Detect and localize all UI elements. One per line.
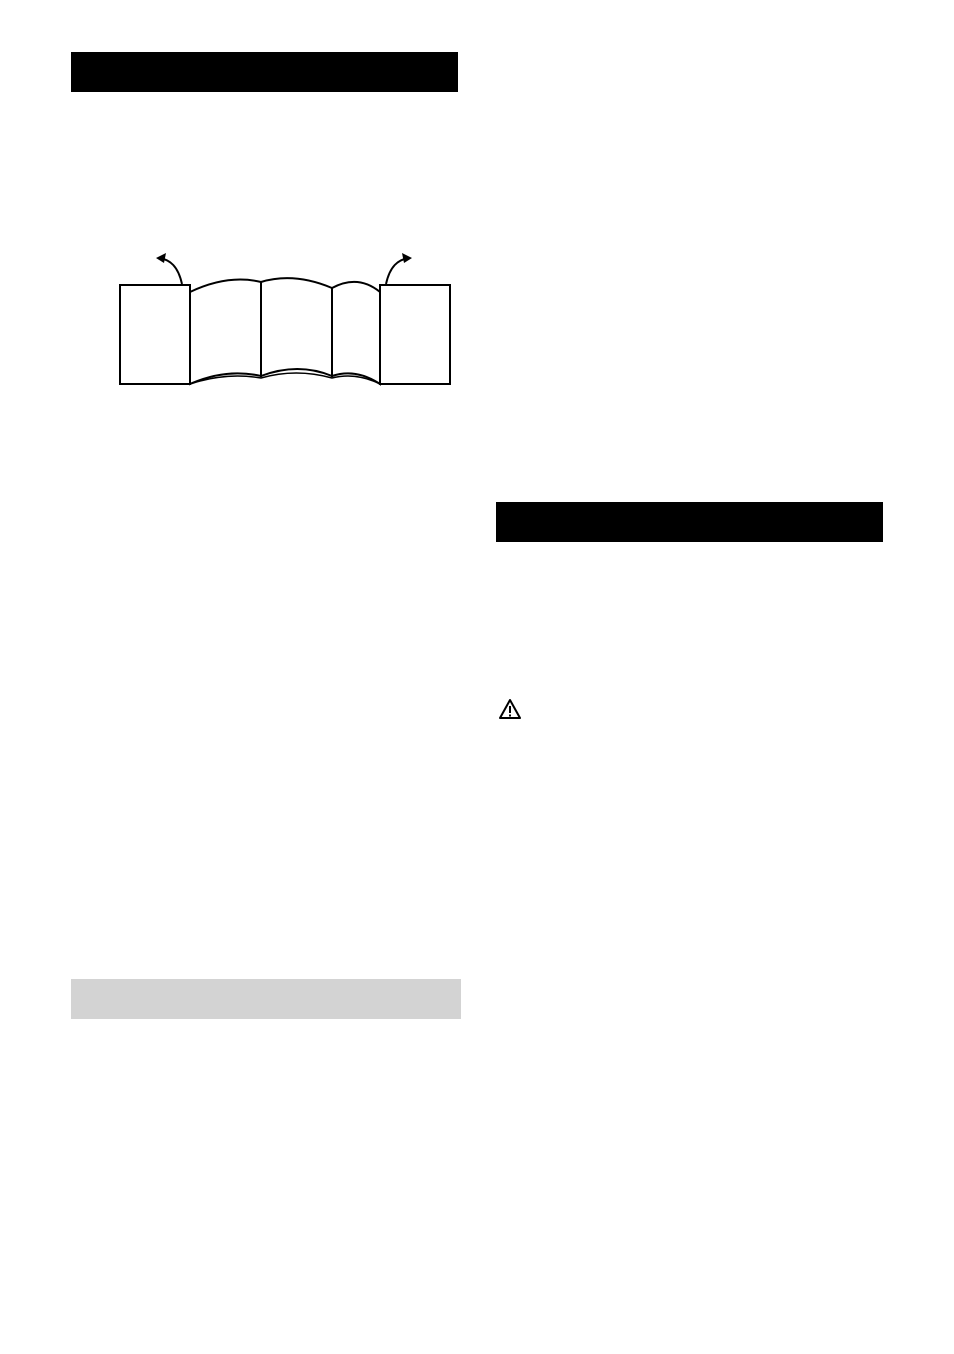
fold-out-pages-illustration <box>118 252 454 390</box>
accessories-heading <box>71 979 461 1019</box>
section-heading-safety <box>496 502 883 542</box>
warning-triangle-icon <box>498 698 522 720</box>
section-heading-description <box>71 52 458 92</box>
